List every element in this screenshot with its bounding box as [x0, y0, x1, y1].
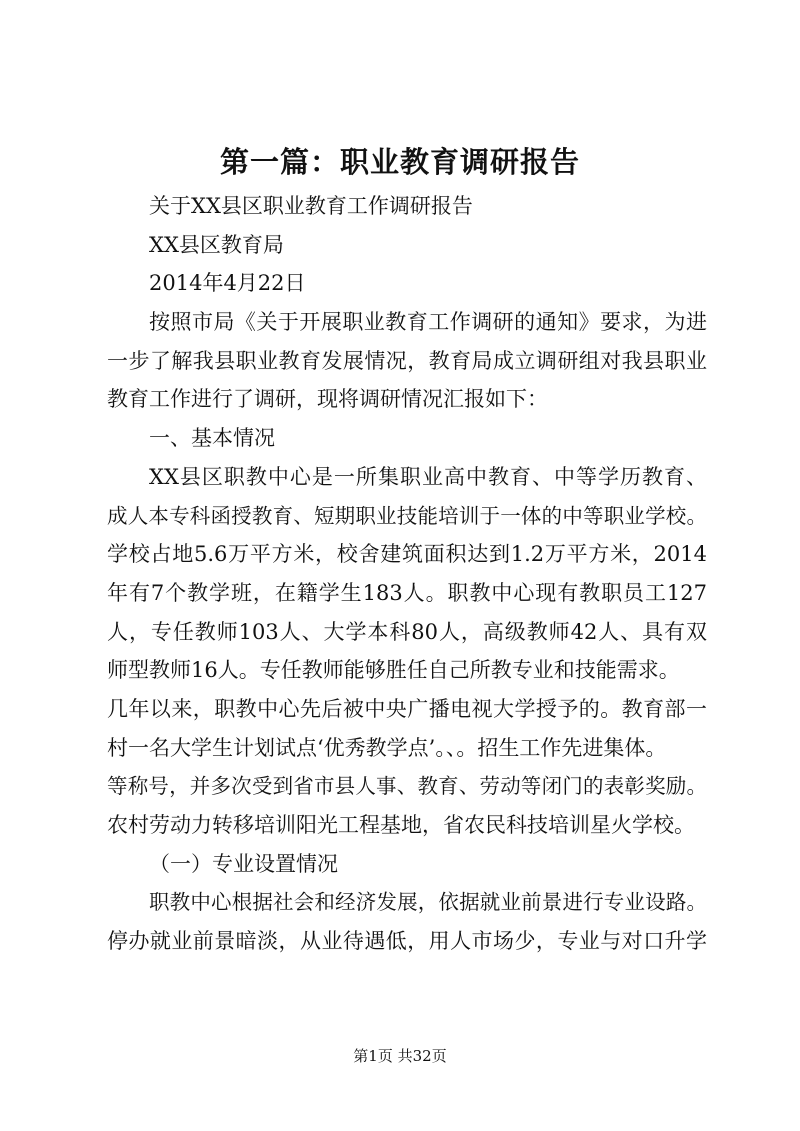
- date-line: 2014年4月22日: [149, 271, 306, 296]
- paragraph-line: 学校占地5.6万平方米，校舍建筑面积达到1.2万平方米，2014: [107, 542, 707, 567]
- author-line: XX县区教育局: [149, 232, 284, 257]
- paragraph-line: 人，专任教师103人、大学本科80人，高级教师42人、具有双: [107, 619, 707, 644]
- page-number-footer: 第1页 共32页: [353, 1047, 447, 1065]
- paragraph-line: 按照市局《关于开展职业教育工作调研的通知》要求，为进: [149, 310, 707, 335]
- paragraph-line: 成人本专科函授教育、短期职业技能培训于一体的中等职业学校。: [107, 503, 707, 528]
- subtitle-line: 关于XX县区职业教育工作调研报告: [149, 194, 473, 218]
- paragraph-line: 年有7个教学班，在籍学生183人。职教中心现有教职员工127: [107, 580, 707, 605]
- paragraph-line: 村一名大学生计划试点‘优秀教学点’。、。招生工作先进集体。: [107, 735, 667, 760]
- paragraph-line: 一步了解我县职业教育发展情况，教育局成立调研组对我县职业: [107, 348, 707, 373]
- paragraph-line: 农村劳动力转移培训阳光工程基地，省农民科技培训星火学校。: [107, 813, 695, 837]
- paragraph-line: 教育工作进行了调研，现将调研情况汇报如下：: [107, 387, 548, 412]
- paragraph-line: 职教中心根据社会和经济发展，依据就业前景进行专业设路。: [149, 890, 707, 915]
- section-heading: 一、基本情况: [149, 426, 275, 451]
- paragraph-line: 等称号，并多次受到省市县人事、教育、劳动等闭门的表彰奖励。: [107, 774, 707, 799]
- paragraph-line: 几年以来，职教中心先后被中央广播电视大学授予的。教育部一: [107, 696, 707, 721]
- document-body: [107, 187, 707, 961]
- subsection-heading: （一）专业设置情况: [149, 851, 338, 876]
- paragraph-line: 师型教师16人。专任教师能够胜任自己所教专业和技能需求。: [107, 658, 680, 683]
- paragraph-line: XX县区职教中心是一所集职业高中教育、中等学历教育、: [149, 464, 707, 489]
- document-title: 第一篇：职业教育调研报告: [219, 145, 580, 179]
- paragraph-line: 停办就业前景暗淡，从业待遇低，用人市场少，专业与对口升学: [107, 929, 707, 954]
